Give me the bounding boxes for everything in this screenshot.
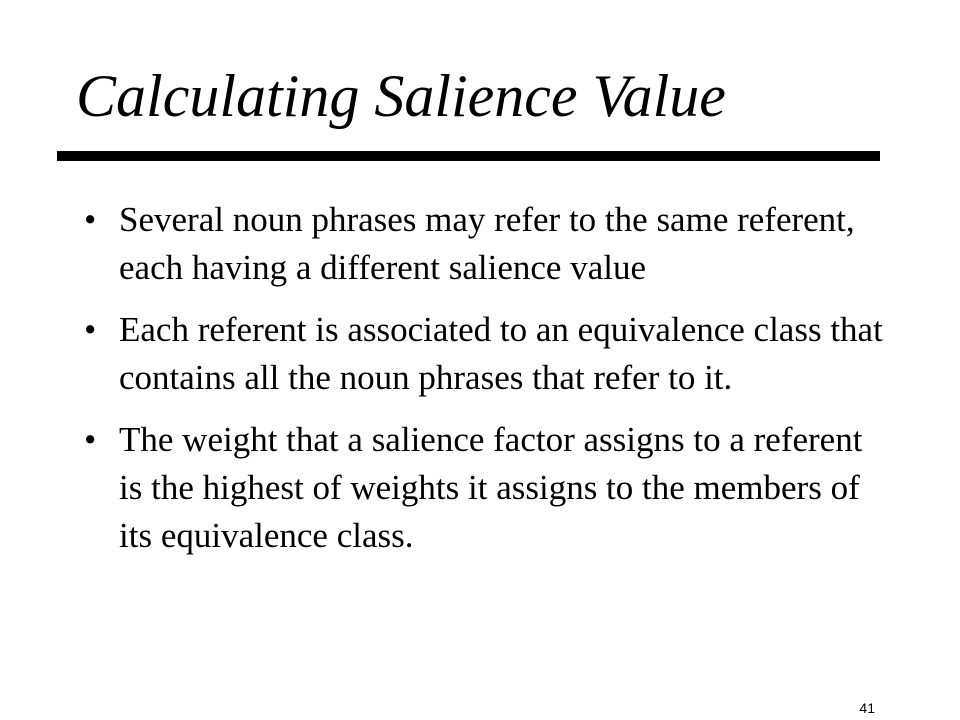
title-underline-rule — [57, 151, 880, 161]
bullet-marker: • — [84, 200, 97, 239]
bullet-text: Each referent is associated to an equivalence class that contains all the noun phrases that refer to it. — [119, 310, 883, 397]
bullet-marker: • — [84, 420, 97, 459]
bullet-list — [84, 196, 884, 560]
slide-title: Calculating Salience Value — [76, 63, 726, 129]
bullet-item — [84, 306, 884, 402]
bullet-text: The weight that a salience factor assigns to a referent is the highest of weights it assigns to the members of its equivalence class. — [119, 420, 863, 555]
bullet-item — [84, 196, 884, 292]
bullet-text: Several noun phrases may refer to the same referent, each having a different salience value — [119, 200, 855, 287]
page-number: 41 — [859, 700, 875, 716]
bullet-item — [84, 416, 884, 560]
bullet-marker: • — [84, 310, 97, 349]
